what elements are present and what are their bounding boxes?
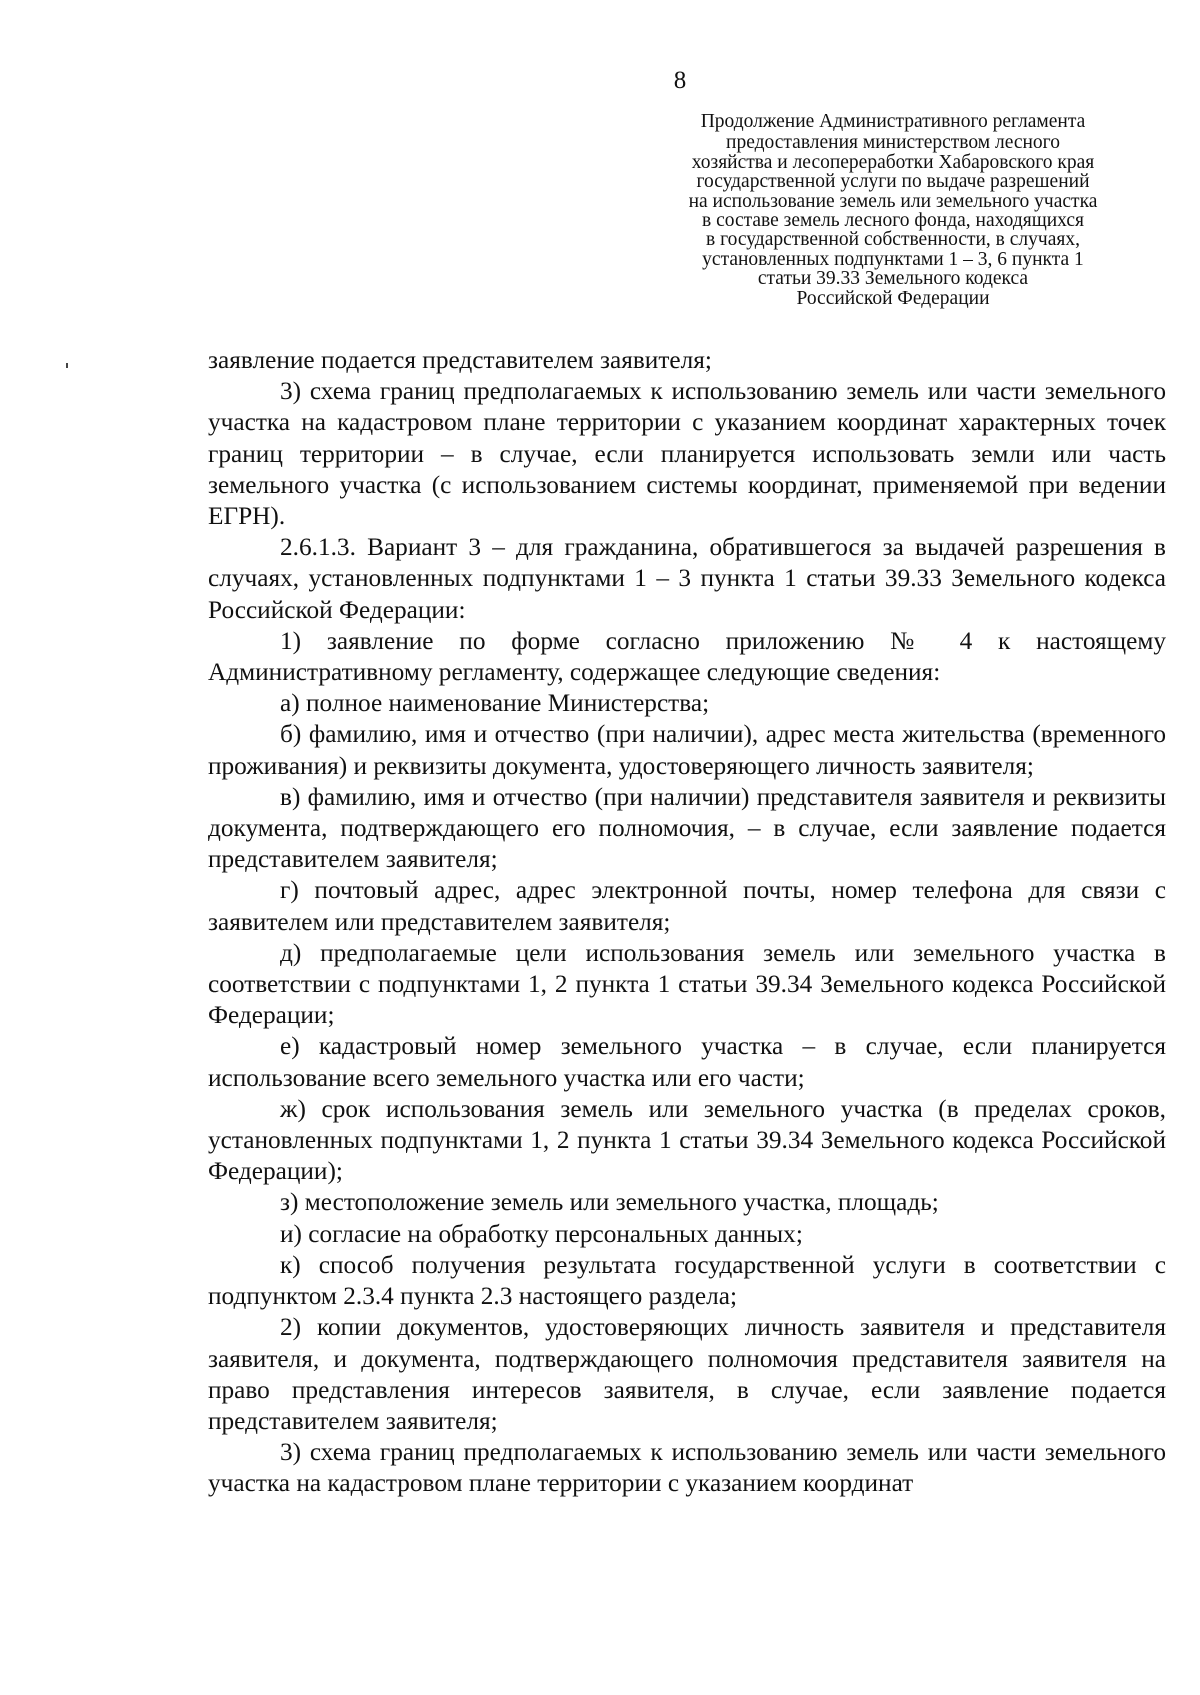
header-line: в составе земель лесного фонда, находящихся	[702, 210, 1084, 232]
paragraph: а) полное наименование Министерства;	[280, 689, 710, 718]
paragraph: и) согласие на обработку персональных данных;	[280, 1219, 803, 1248]
paragraph: 2.6.1.3. Вариант 3 – для гражданина, обратившегося за выдачей разрешения в случаях, установленных подпунктами 1 – 3 пункта 1 статьи 39.33 Земельного кодекса Российской Федерации:	[208, 533, 1166, 624]
header-line: в государственной собственности, в случаях,	[706, 229, 1080, 251]
scan-artifact-mark	[66, 363, 68, 368]
paragraph: 2) копии документов, удостоверяющих личность заявителя и представителя заявителя, и документа, подтверждающего полномочия представителя заявителя на право представления интересов заявителя, в случае, если заявление подается представителем заявителя;	[208, 1313, 1166, 1435]
page-number: 8	[673, 67, 687, 94]
header-line: статьи 39.33 Земельного кодекса	[757, 268, 1029, 290]
paragraph: з) местоположение земель или земельного участка, площадь;	[280, 1188, 939, 1217]
paragraph: 1) заявление по форме согласно приложению № 4 к настоящему Административному регламенту, содержащее следующие сведения:	[208, 626, 1166, 687]
header-line: предоставления министерством лесного	[726, 132, 1060, 154]
header-line: хозяйства и лесопереработки Хабаровского края	[691, 151, 1095, 173]
document-header	[652, 112, 1134, 308]
paragraph: заявление подается представителем заявителя;	[208, 346, 712, 374]
paragraph: е) кадастровый номер земельного участка – в случае, если планируется использование всего земельного участка или его части;	[208, 1032, 1166, 1092]
header-line: на использование земель или земельного участка	[688, 190, 1098, 212]
header-line: государственной услуги по выдаче разрешений	[696, 171, 1090, 193]
paragraph: б) фамилию, имя и отчество (при наличии), адрес места жительства (временного проживания) и реквизиты документа, удостоверяющего личность заявителя;	[208, 720, 1166, 780]
header-line: Продолжение Административного регламента	[700, 111, 1086, 132]
paragraph: 3) схема границ предполагаемых к использованию земель или части земельного участка на кадастровом плане территории с указанием координат	[208, 1438, 1166, 1498]
paragraph: к) способ получения результата государственной услуги в соответствии с подпунктом 2.3.4 пункта 2.3 настоящего раздела;	[208, 1250, 1166, 1311]
document-body	[208, 345, 1166, 1500]
paragraph: ж) срок использования земель или земельного участка (в пределах сроков, установленных подпунктами 1, 2 пункта 1 статьи 39.34 Земельного кодекса Российской Федерации);	[208, 1094, 1166, 1186]
paragraph: 3) схема границ предполагаемых к использованию земель или части земельного участка на кадастровом плане территории с указанием координат характерных точек границ территории – в случае, если планируется использовать земли или часть земельного участка (с использованием системы координат, применяемой при ведении ЕГРН).	[208, 377, 1166, 531]
paragraph: в) фамилию, имя и отчество (при наличии) представителя заявителя и реквизиты документа, подтверждающего его полномочия, – в случае, если заявление подается представителем заявителя;	[208, 782, 1166, 874]
paragraph: г) почтовый адрес, адрес электронной почты, номер телефона для связи с заявителем или представителем заявителя;	[208, 876, 1166, 936]
header-line: Российской Федерации	[796, 287, 990, 309]
header-line: установленных подпунктами 1 – 3, 6 пункта 1	[702, 248, 1084, 270]
paragraph: д) предполагаемые цели использования земель или земельного участка в соответствии с подпунктами 1, 2 пункта 1 статьи 39.34 Земельного кодекса Российской Федерации;	[208, 938, 1166, 1030]
